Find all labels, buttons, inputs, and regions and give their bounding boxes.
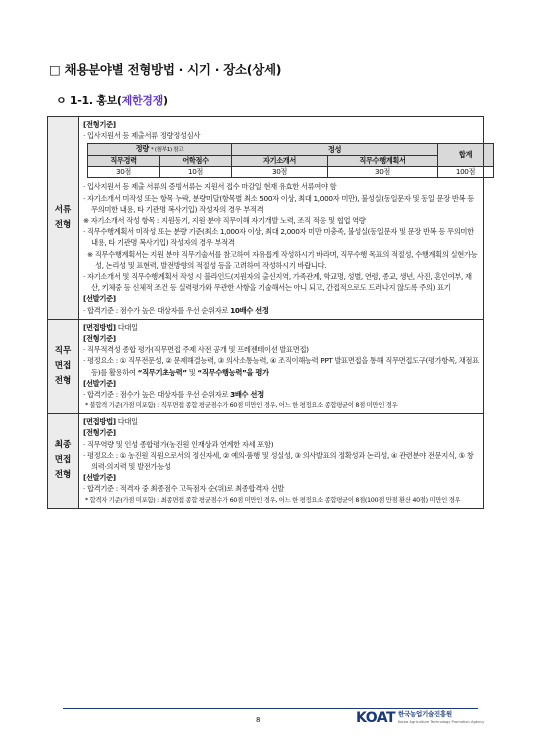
label-line: 전형 [54,219,72,230]
doc-line: ※ 직무수행계획서는 지원 분야 직무기술서를 참고하여 자유롭게 작성하시기 바라며, 직무수행 목표의 적절성, 수행계획의 실현가능성, 논리성 및 표현력, 발전방향의 적절성 등을 고려하여 작성하시기 바랍니다. [87,249,478,270]
final-screening-content [79,414,484,508]
interview-screening-row [48,319,484,413]
final-select-line: · 합격기준 : 적격자 중 최종점수 고득점자 순(위)로 최종합격자 선발 [83,484,284,494]
bold-text: 을 평가 [246,367,269,377]
text: 및 [186,367,198,377]
interview-screening-label [48,319,79,413]
section-title: [전형기준] [83,334,116,344]
score-value: 30점 [88,167,160,178]
score-col-header: 어학점수 [160,156,232,167]
doc-intro: · 입사지원서 등 제출서류 정량정성심사 [83,131,201,141]
interview-line [83,355,479,377]
score-value: 30점 [232,167,328,178]
interview-method [83,322,479,333]
text: · 평정요소 : ① 직무전문성, ② 문제해결능력, ③ 의사소통능력, ④ 조직이해능력 PPT 발표면접을 통해 직무면접도구(평가항목, 채점표 등)를 활용하여 [83,356,479,377]
final-note: * 합격자 기준(가점 미포함) : 최종면접 종합 평균점수가 60점 미만인 경우, 어느 한 평정요소 종합평균이 8점(100점 만점 환산 40점) 미만인 경우 [85,495,461,504]
score-quant-header [88,144,232,156]
page-heading: □ 채용분야별 전형방법 · 시기 · 장소(상세) [49,62,282,77]
logo-english-name: Korea Agriculture Technology Promotion Agency [398,720,485,724]
score-col-header: 직무경력 [88,156,160,167]
score-value: 30점 [328,167,438,178]
doc-screening-content [79,117,484,320]
logo-mark: KOAT [356,710,396,726]
score-value: 10점 [160,167,232,178]
label-line: 서류 [54,204,72,215]
label-line: 전형 [54,470,72,481]
select-text: · 합격기준 : 점수가 높은 대상자를 우선 순위자로 [83,390,231,400]
label-line: 직무 [54,346,72,357]
score-table [87,143,494,178]
section-title: [면접방법] [83,322,116,332]
sub-heading-prefix: ㅇ 1-1. 홍보( [56,94,122,107]
page-number: 8 [256,716,261,724]
section-title: [선발기준] [83,378,116,388]
method-value: 다대일 [115,417,138,427]
bold-text: “직무수행능력” [197,367,247,377]
final-screening-label [48,414,79,508]
section-title: [전형기준] [83,120,116,129]
score-qual-header: 정성 [232,144,438,156]
footer-divider [63,708,478,709]
section-title: [선발기준] [83,294,116,304]
interview-screening-content [79,319,484,413]
doc-screening-label [48,117,79,320]
score-total-header: 합계 [438,144,494,167]
bold-text: “직무기초능력” [137,367,187,377]
sub-heading-highlight: 제한경쟁 [121,94,163,107]
sub-heading [56,92,168,108]
score-col-header: 직무수행계획서 [328,156,438,167]
select-bold: 3배수 선정 [230,390,264,400]
doc-line: ※ 자기소개서 작성 항목 : 지원동기, 지원 분야 직무이해 자기개발 노력, 조직 적응 및 협업 역량 [83,216,366,226]
quant-label: 정량 [135,144,149,154]
final-line: · 직무역량 및 인성 종합평가(농진원 인재상과 연계한 자세 포함) [83,439,274,449]
doc-line: · 직무수행계획서 미작성 또는 분량 기준(최소 1,000자 이상, 최대 2,000자 미만 미충족, 불성실(동일문자 및 문장 반복 등 무의미한 내용, 타 기관명 복사기입) 작성자의 경우 부적격 [83,227,474,248]
select-text: · 합격기준 : 점수가 높은 대상자를 우선 순위자로 [83,305,231,315]
doc-screening-row [48,117,484,320]
interview-select-line [83,389,479,400]
sub-heading-suffix: ) [162,94,168,107]
logo-korean-name: 한국농업기술진흥원 [398,710,452,718]
label-line: 최종 [54,440,72,451]
interview-line: · 직무적격성 종합 평가(직무면접 주제 사전 공개 및 프레젠테이션 발표면접) [83,345,309,355]
agency-logo [356,710,484,726]
score-col-header: 자기소개서 [232,156,328,167]
doc-select-line [83,305,479,316]
doc-line: · 자기소개서 미작성 또는 항목 누락, 분량미달(항목별 최소 500자 이상, 최대 1,000자 미만), 불성실(동일문자 및 동일 문장 반복 등 무의미한 내용, 타 기관명 복사기입) 작성자의 경우 부적격 [83,193,474,214]
section-title: [전형기준] [83,428,116,438]
quant-note: * (첨부1) 참고 [150,147,184,154]
interview-note: * 불합격 기준(가점 미포함) : 직무면접 종합 평균점수가 60점 미만인 경우, 어느 한 평정요소 종합평균이 8점 미만인 경우 [85,401,398,410]
label-line: 전형 [54,376,72,387]
label-line: 면접 [54,361,72,372]
doc-line: · 자기소개서 및 직무수행계획서 작성 시 블라인드(지원자의 출신지역, 가족관계, 학교명, 성별, 연령, 종교, 생년, 사진, 혼인여부, 재산, 키체중 등 신체적 조건 등 실력평가와 무관한 사항을 기술해서는 아니 되고, 간접적으로도 드러나지 않도록 주의) 표기 [83,272,472,293]
select-bold: 10배수 선정 [230,305,269,315]
doc-line: · 입사지원서 등 제출 서류의 증빙서류는 지원서 접수 마감일 현재 유효한 서류여야 함 [83,182,337,192]
score-value: 100점 [438,167,494,178]
logo-text [398,710,484,726]
final-screening-row [48,414,484,508]
section-title: [선발기준] [83,473,116,483]
method-value: 다대일 [115,322,138,332]
final-method [83,416,479,427]
final-line: · 평정요소 : ① 농진원 직원으로서의 정신자세, ② 예의·품행 및 성실성, ③ 의사발표의 정확성과 논리성, ④ 관련분야 전문지식, ⑤ 창의력·의지력 및 발전가능성 [83,450,474,472]
selection-table [47,116,484,509]
label-line: 면접 [54,455,72,466]
section-title: [면접방법] [83,417,116,427]
